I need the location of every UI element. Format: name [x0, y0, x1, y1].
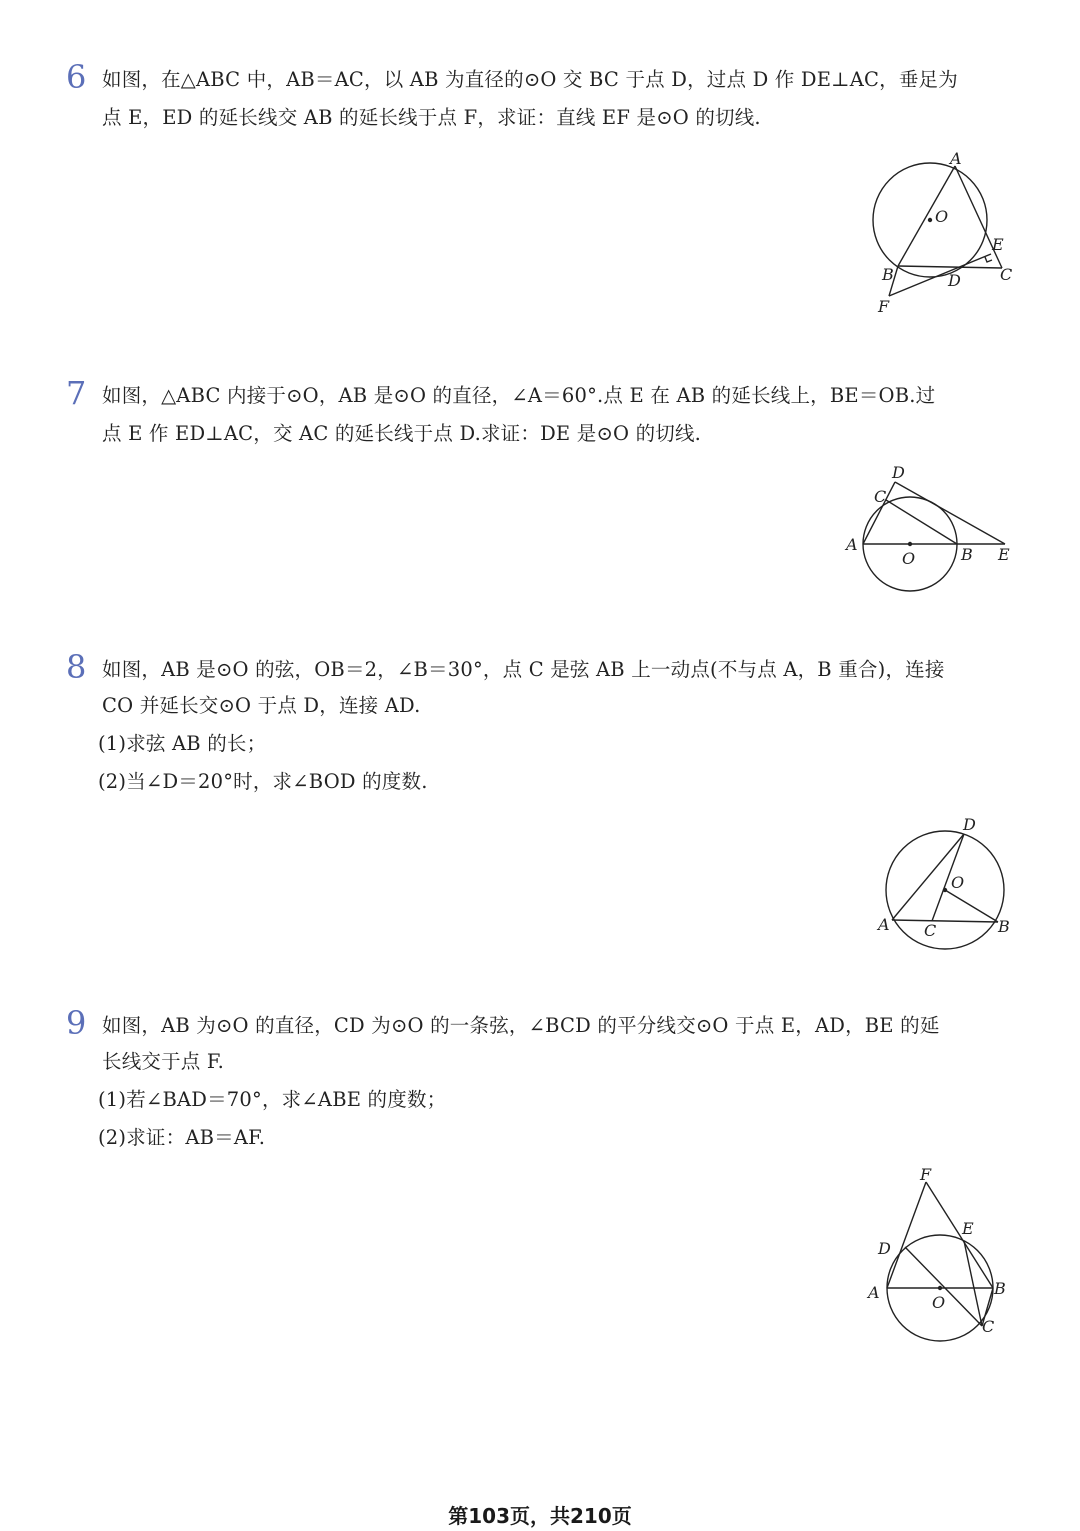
problem-text-line: 如图，△ABC 内接于⊙O，AB 是⊙O 的直径，∠A＝60°.点 E 在 AB 的延长线上，BE＝OB.过 [102, 384, 936, 407]
point-label: A [950, 149, 962, 168]
problem-subquestion: (2)当∠D＝20°时，求∠BOD 的度数. [98, 770, 428, 793]
point-label: C [874, 487, 887, 506]
point-label: D [963, 815, 976, 834]
problem-text-line: 点 E，ED 的延长线交 AB 的延长线于点 F，求证：直线 EF 是⊙O 的切线. [102, 106, 761, 129]
figure-problem-9 [860, 1168, 1030, 1350]
point-label: D [878, 1239, 891, 1258]
point-label: E [962, 1219, 974, 1238]
point-label: E [998, 545, 1010, 564]
page-footer: 第103页，共210页 [448, 1504, 632, 1528]
point-label: E [992, 235, 1004, 254]
figure-problem-8 [870, 812, 1030, 962]
problem-text-line: 如图，AB 是⊙O 的弦，OB＝2，∠B＝30°，点 C 是弦 AB 上一动点(不与点 A，B 重合)，连接 [102, 658, 945, 681]
point-label: A [878, 915, 890, 934]
point-label: A [846, 535, 858, 554]
problem-text-line: 点 E 作 ED⊥AC，交 AC 的延长线于点 D.求证：DE 是⊙O 的切线. [102, 422, 702, 445]
point-label: D [892, 463, 905, 482]
problem-text-line: CO 并延长交⊙O 于点 D，连接 AD. [102, 694, 421, 717]
problem-subquestion: (1)求弦 AB 的长； [98, 732, 267, 755]
point-label: C [1000, 265, 1013, 284]
point-label: C [982, 1317, 995, 1336]
point-label: B [961, 545, 973, 564]
point-label: F [878, 297, 890, 316]
problem-subquestion: (2)求证：AB＝AF. [98, 1126, 266, 1149]
point-label: F [920, 1168, 932, 1184]
problem-number: 9 [66, 1004, 87, 1042]
point-label: C [924, 921, 937, 940]
point-label: B [998, 917, 1010, 936]
point-label: O [932, 1293, 946, 1312]
point-label: B [994, 1279, 1006, 1298]
problem-text-line: 长线交于点 F. [102, 1050, 224, 1073]
problem-number: 6 [66, 58, 87, 96]
problem-text-line: 如图，AB 为⊙O 的直径，CD 为⊙O 的一条弦，∠BCD 的平分线交⊙O 于点 E，AD，BE 的延 [102, 1014, 940, 1037]
problem-text-line: 如图，在△ABC 中，AB＝AC，以 AB 为直径的⊙O 交 BC 于点 D，过点 D 作 DE⊥AC，垂足为 [102, 68, 958, 91]
point-label: D [948, 271, 961, 290]
point-label: O [935, 207, 949, 226]
point-label: O [902, 549, 916, 568]
figure-problem-7 [840, 460, 1030, 600]
point-label: A [868, 1283, 880, 1302]
point-label: O [951, 873, 965, 892]
problem-subquestion: (1)若∠BAD＝70°，求∠ABE 的度数； [98, 1088, 447, 1111]
figure-problem-6 [860, 148, 1040, 320]
point-label: B [882, 265, 894, 284]
problem-number: 8 [66, 648, 87, 686]
problem-number: 7 [66, 374, 87, 412]
